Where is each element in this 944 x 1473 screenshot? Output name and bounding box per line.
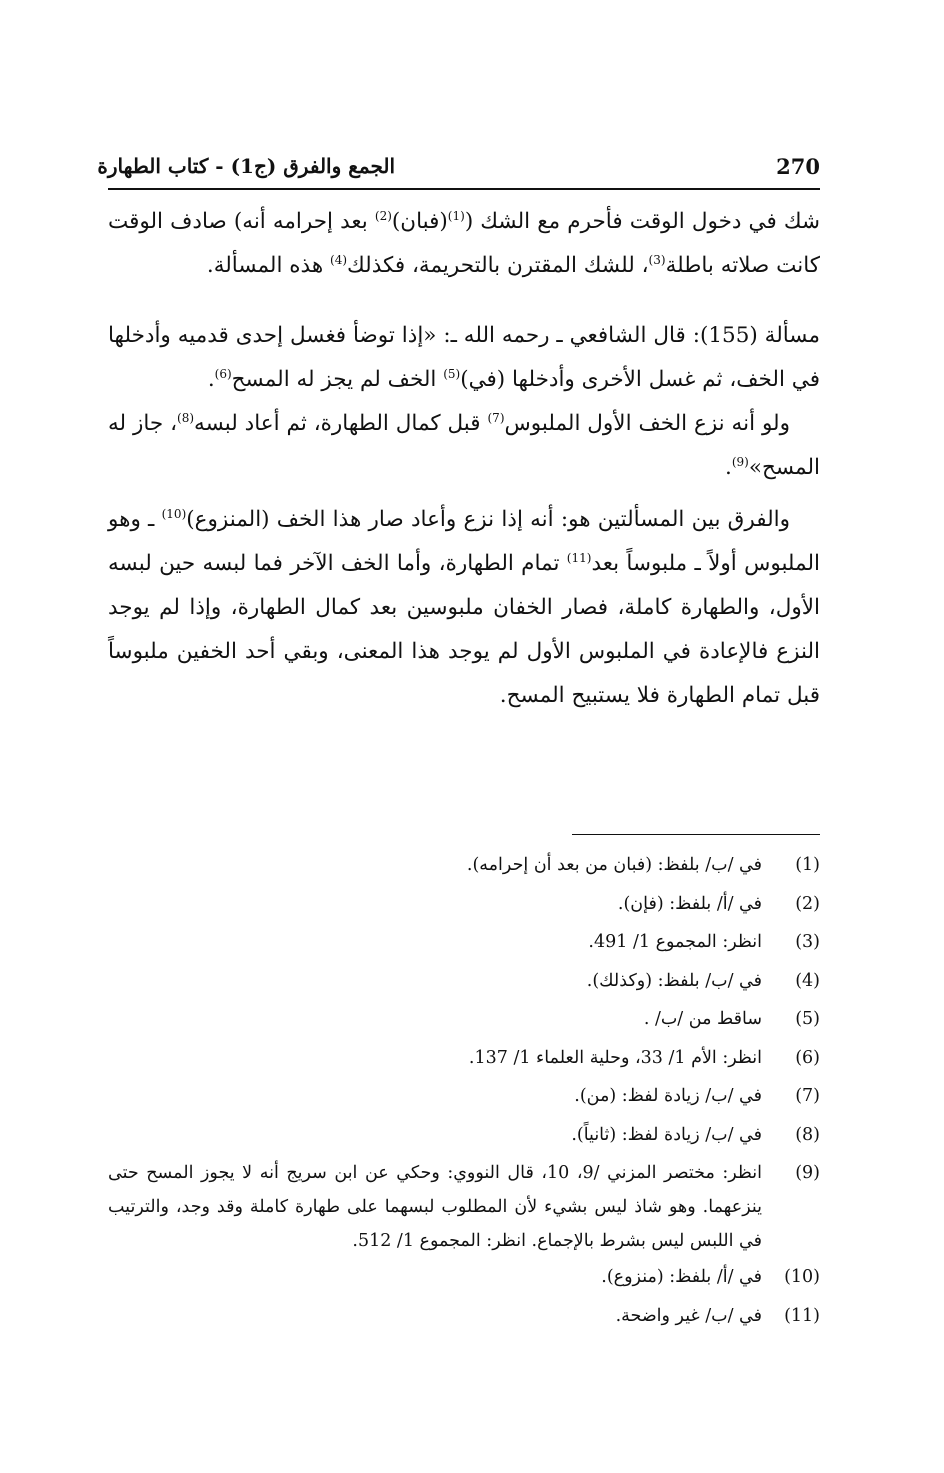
- footnote-text: في /ب/ غير واضحة.: [615, 1305, 762, 1326]
- header-rule: [108, 188, 820, 190]
- footnote-number: (9): [795, 1163, 820, 1183]
- running-title: الجمع والفرق (ج1) - كتاب الطهارة: [97, 154, 395, 178]
- footnote-ref-2[interactable]: (2): [374, 208, 392, 223]
- footnote-number: (6): [795, 1047, 820, 1068]
- footnote-text: في /ب/ زيادة لفظ: (ثانياً).: [571, 1124, 762, 1145]
- footnote-item: [108, 1039, 820, 1078]
- footnote-ref-1[interactable]: (1): [447, 208, 465, 223]
- footnote-number: (8): [795, 1124, 820, 1145]
- footnote-ref-9[interactable]: (9): [731, 454, 749, 469]
- paragraph-masala-155: مسألة (155): قال الشافعي ـ رحمه الله ـ: «إذا توضأ فغسل إحدى قدميه وأدخلها في الخف، ثم غسل الأخرى وأدخلها (في)$^{(5)}$ الخف لم يجز له المسح$^{(6)}$.: [108, 323, 821, 392]
- footnote-text: انظر: مختصر المزني /9، 10، قال النووي: وحكي عن ابن سريج أنه لا يجوز المسح حتى ينزعهما. وهو شاذ ليس بشيء لأن المطلوب لبسهما على طهارة كاملة وقد وجد، والترتيب في اللبس ليس بشرط بالإجماع. انظر: المجموع 1/ 512.: [108, 1163, 762, 1251]
- footnote-text: انظر: المجموع 1/ 491.: [588, 932, 762, 952]
- footnote-item: [108, 1116, 820, 1155]
- footnote-ref-11[interactable]: (11): [566, 550, 592, 565]
- footnote-text: في /أ/ بلفظ: (فإن).: [617, 893, 762, 914]
- page-number: 270: [776, 154, 820, 179]
- footnote-ref-4[interactable]: (4): [330, 252, 348, 267]
- footnote-ref-3[interactable]: (3): [648, 252, 666, 267]
- footnote-item: [108, 1077, 820, 1116]
- footnote-item: [108, 1154, 820, 1258]
- footnote-text: ساقط من /ب/ .: [643, 1009, 762, 1029]
- footnote-item: [108, 885, 820, 924]
- footnote-text: في /ب/ بلفظ: (فبان من بعد أن إحرامه).: [466, 855, 762, 875]
- footnote-number: (5): [795, 1009, 820, 1029]
- footnote-text: انظر: الأم 1/ 33، وحلية العلماء 1/ 137.: [468, 1047, 762, 1068]
- footnote-item: [108, 1258, 820, 1297]
- footnote-item: [108, 923, 820, 962]
- footnote-number: (11): [784, 1305, 820, 1326]
- footnote-text: في /ب/ بلفظ: (وكذلك).: [586, 970, 762, 991]
- footnote-ref-8[interactable]: (8): [177, 410, 195, 425]
- footnote-item: [108, 1000, 820, 1039]
- paragraph-1: شك في دخول الوقت فأحرم مع الشك ($^{(1)}$(فبان)$^{(2)}$ بعد إحرامه أنه) صادف الوقت كانت صلاته باطلة$^{(3)}$، للشك المقترن بالتحريمة، فكذلك$^{(4)}$ هذه المسألة.: [108, 208, 820, 278]
- footnote-number: (10): [784, 1267, 820, 1287]
- footnote-item: [108, 846, 820, 885]
- footnotes: [108, 846, 820, 1335]
- footnote-ref-10[interactable]: (10): [161, 506, 187, 521]
- paragraph-3: ولو أنه نزع الخف الأول الملبوس$^{(7)}$ قبل كمال الطهارة، ثم أعاد لبسه$^{(8)}$، جاز له المسح»$^{(9)}$.: [108, 410, 820, 480]
- footnote-ref-5[interactable]: (5): [443, 366, 461, 381]
- main-text: [108, 200, 820, 718]
- footnote-ref-7[interactable]: (7): [487, 410, 505, 425]
- footnote-item: [108, 1297, 820, 1336]
- footnote-number: (4): [795, 970, 820, 991]
- paragraph-4: والفرق بين المسألتين هو: أنه إذا نزع وأعاد صار هذا الخف (المنزوع)$^{(10)}$ ـ وهو الملبوس أولاً ـ ملبوساً بعد$^{(11)}$ تمام الطهارة، وأما الخف الآخر فما لبسه حين لبسه الأول، والطهارة كاملة، فصار الخفان ملبوسين بعد كمال الطهارة، وإذا لم يوجد النزع فالإعادة في الملبوس الأول لم يوجد هذا المعنى، وبقي أحد الخفين ملبوساً قبل تمام الطهارة فلا يستبيح المسح.: [108, 506, 820, 708]
- footnote-number: (7): [795, 1086, 820, 1106]
- footnote-separator: [572, 834, 820, 835]
- page-header: [97, 150, 820, 190]
- footnote-ref-6[interactable]: (6): [214, 366, 232, 381]
- footnote-item: [108, 962, 820, 1001]
- paragraph-gap: [108, 288, 820, 314]
- footnote-number: (1): [795, 855, 820, 875]
- footnote-text: في /ب/ زيادة لفظ: (من).: [574, 1086, 762, 1106]
- footnote-number: (3): [795, 932, 820, 952]
- footnote-number: (2): [795, 893, 820, 914]
- masala-label: مسألة (155):: [692, 323, 821, 348]
- footnote-text: في /أ/ بلفظ: (منزوع).: [601, 1267, 762, 1287]
